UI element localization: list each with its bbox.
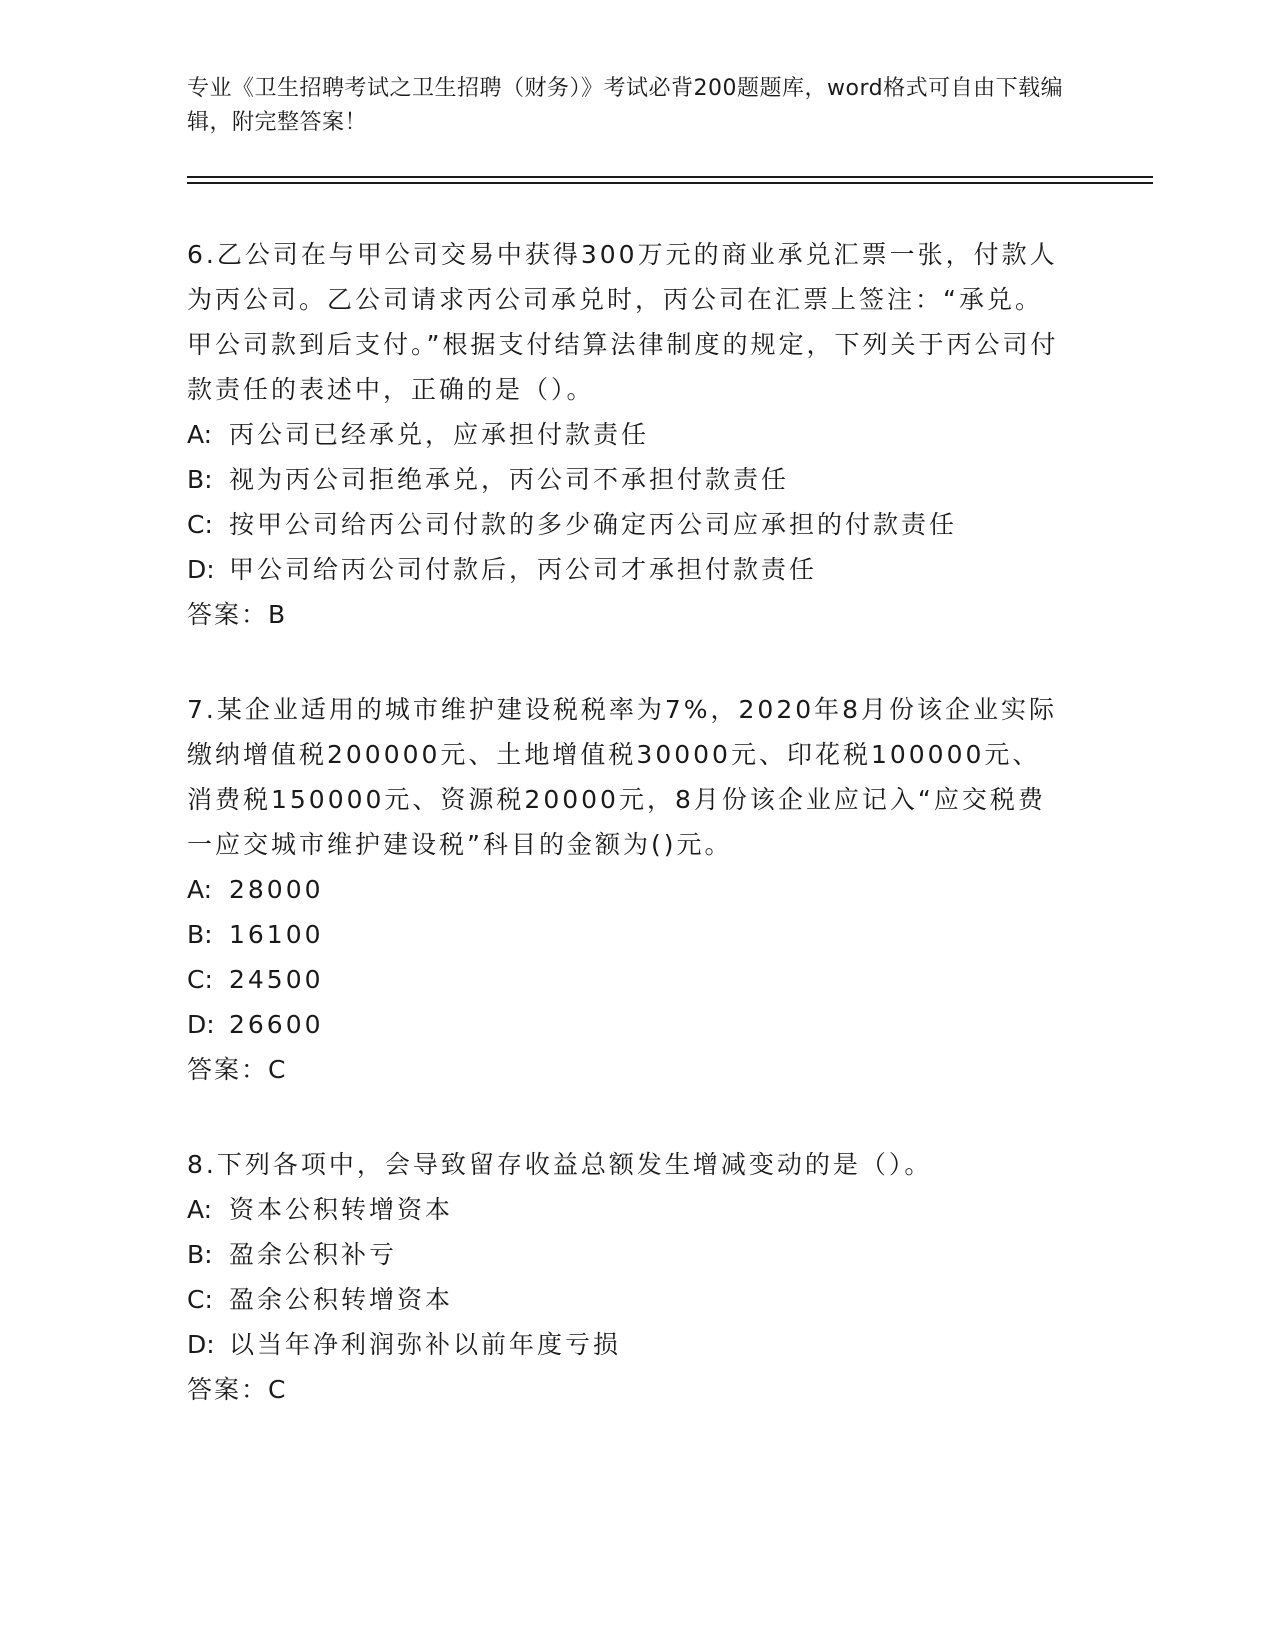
- option-letter: C:: [187, 965, 213, 994]
- answer-line: 答案：B: [187, 600, 288, 629]
- document-header: 专业《卫生招聘考试之卫生招聘（财务）》考试必背200题题库，word格式可自由下载编辑，附完整答案！: [187, 76, 1064, 135]
- option-letter: B:: [187, 1240, 213, 1269]
- option-letter: C:: [187, 1285, 213, 1314]
- option-a: [187, 1187, 1067, 1232]
- option-text: 26600: [229, 1010, 324, 1039]
- question-text: 8.下列各项中，会导致留存收益总额发生增减变动的是（）。: [187, 1150, 933, 1179]
- option-text: 丙公司已经承兑，应承担付款责任: [229, 420, 650, 449]
- option-letter: A:: [187, 1195, 213, 1224]
- option-c: [187, 502, 1067, 547]
- option-d: [187, 1002, 1067, 1047]
- answer-line: 答案：C: [187, 1055, 288, 1084]
- option-text: 按甲公司给丙公司付款的多少确定丙公司应承担的付款责任: [229, 510, 958, 539]
- option-text: 盈余公积补亏: [229, 1240, 398, 1269]
- question-8: [187, 1142, 1067, 1412]
- option-text: 甲公司给丙公司付款后，丙公司才承担付款责任: [229, 555, 818, 584]
- option-d: [187, 1322, 1067, 1367]
- option-text: 以当年净利润弥补以前年度亏损: [229, 1330, 622, 1359]
- option-b: [187, 1232, 1067, 1277]
- option-text: 16100: [229, 920, 324, 949]
- option-letter: C:: [187, 510, 213, 539]
- option-text: 盈余公积转增资本: [229, 1285, 454, 1314]
- option-text: 24500: [229, 965, 324, 994]
- option-text: 视为丙公司拒绝承兑，丙公司不承担付款责任: [229, 465, 790, 494]
- option-text: 28000: [229, 875, 324, 904]
- option-c: [187, 957, 1067, 1002]
- question-list: [187, 232, 1067, 1462]
- option-c: [187, 1277, 1067, 1322]
- option-b: [187, 457, 1067, 502]
- question-text: 6.乙公司在与甲公司交易中获得300万元的商业承兑汇票一张，付款人为丙公司。乙公司请求丙公司承兑时，丙公司在汇票上签注：“承兑。甲公司款到后支付。”根据支付结算法律制度的规定，下列关于丙公司付款责任的表述中，正确的是（）。: [187, 240, 1059, 404]
- option-letter: B:: [187, 465, 213, 494]
- option-a: [187, 412, 1067, 457]
- option-d: [187, 547, 1067, 592]
- option-letter: D:: [187, 1330, 215, 1359]
- option-letter: A:: [187, 420, 213, 449]
- option-letter: D:: [187, 555, 215, 584]
- answer-line: 答案：C: [187, 1375, 288, 1404]
- header-divider-bottom: [187, 182, 1153, 184]
- header-divider-top: [187, 176, 1153, 178]
- option-letter: D:: [187, 1010, 215, 1039]
- option-letter: A:: [187, 875, 213, 904]
- question-6: [187, 232, 1067, 637]
- option-letter: B:: [187, 920, 213, 949]
- option-a: [187, 867, 1067, 912]
- question-text: 7.某企业适用的城市维护建设税税率为7%，2020年8月份该企业实际缴纳增值税200000元、土地增值税30000元、印花税100000元、消费税150000元、资源税20000元，8月份该企业应记入“应交税费一应交城市维护建设税”科目的金额为()元。: [187, 695, 1058, 859]
- option-b: [187, 912, 1067, 957]
- question-7: [187, 687, 1067, 1092]
- option-text: 资本公积转增资本: [229, 1195, 454, 1224]
